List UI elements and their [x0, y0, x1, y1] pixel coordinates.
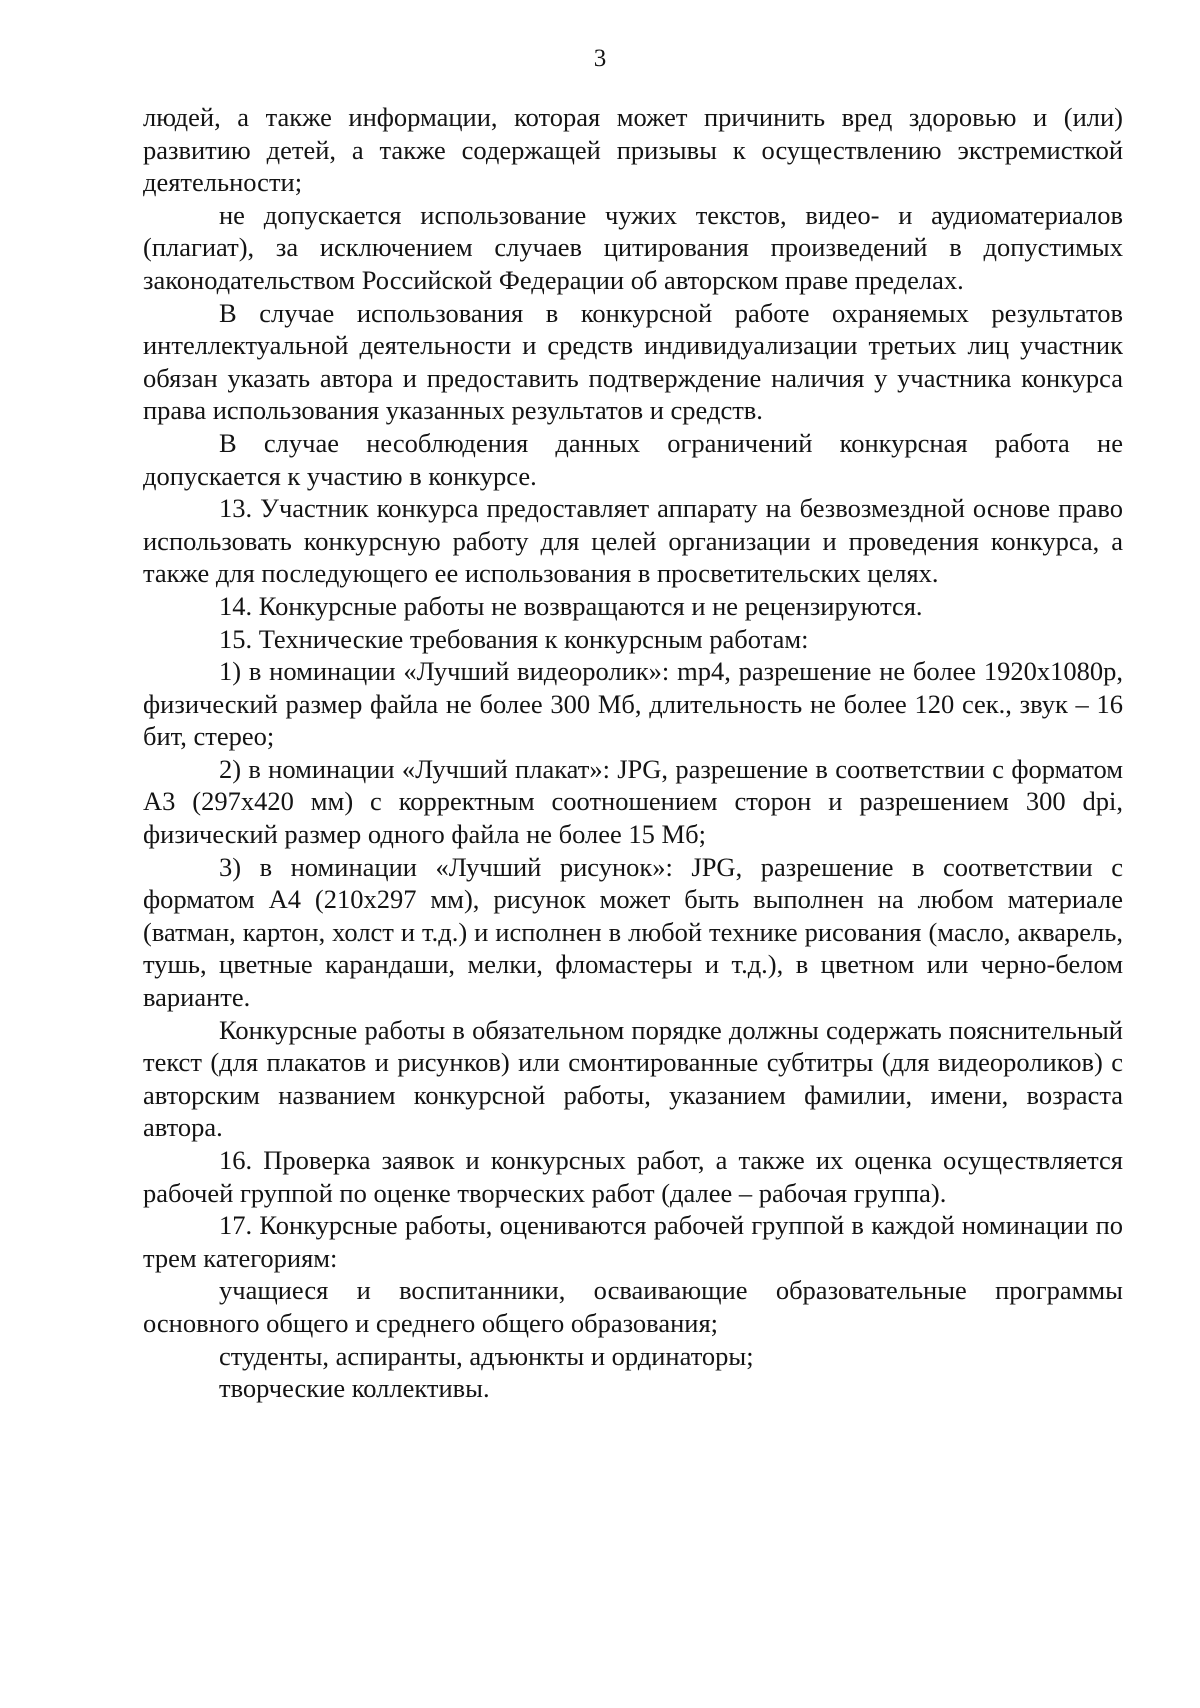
paragraph-category-pupils: учащиеся и воспитанники, осваивающие образовательные программы основного общего и среднего общего образования;: [143, 1275, 1123, 1338]
page-number: 3: [593, 45, 607, 72]
paragraph-item-13: 13. Участник конкурса предоставляет аппарату на безвозмездной основе право использовать конкурсную работу для целей организации и проведения конкурса, а также для последующего ее использования в просветительских целях.: [143, 493, 1123, 589]
paragraph-continuation: людей, а также информации, которая может причинить вред здоровью и (или) развитию детей, а также содержащей призывы к осуществлению экстремисткой деятельности;: [143, 102, 1123, 198]
paragraph-category-students: студенты, аспиранты, адъюнкты и ординаторы;: [219, 1340, 754, 1371]
document-body: [143, 101, 1123, 1405]
paragraph-item-14: 14. Конкурсные работы не возвращаются и не рецензируются.: [219, 590, 923, 621]
paragraph-category-collectives: творческие коллективы.: [219, 1373, 490, 1404]
paragraph-plagiarism: не допускается использование чужих текстов, видео- и аудиоматериалов (плагиат), за исключением случаев цитирования произведений в допустимых законодательством Российской Федерации об авторском праве пределах.: [143, 199, 1123, 295]
paragraph-item-15-2-poster: 2) в номинации «Лучший плакат»: JPG, разрешение в соответствии с форматом А3 (297x420 мм) с корректным соотношением сторон и разрешением 300 dpi, физический размер одного файла не более 15 Мб;: [143, 753, 1123, 850]
paragraph-item-15-1-video: 1) в номинации «Лучший видеоролик»: mp4, разрешение не более 1920x1080p, физический размер файла не более 300 Мб, длительность не более 120 сек., звук – 16 бит, стерео;: [143, 656, 1123, 752]
paragraph-item-17: 17. Конкурсные работы, оцениваются рабочей группой в каждой номинации по трем категориям:: [143, 1210, 1123, 1273]
paragraph-item-15-3-drawing: 3) в номинации «Лучший рисунок»: JPG, разрешение в соответствии с форматом А4 (210x297 мм), рисунок может быть выполнен на любом материале (ватман, картон, холст и т.д.) и исполнен в любой технике рисования (масло, акварель, тушь, цветные карандаши, мелки, фломастеры и т.д.), в цветном или черно-белом варианте.: [143, 851, 1123, 1013]
paragraph-item-16: 16. Проверка заявок и конкурсных работ, а также их оценка осуществляется рабочей группой по оценке творческих работ (далее – рабочая группа).: [143, 1145, 1123, 1208]
paragraph-restrictions: В случае несоблюдения данных ограничений конкурсная работа не допускается к участию в конкурсе.: [143, 427, 1123, 491]
paragraph-explanatory-text: Конкурсные работы в обязательном порядке должны содержать пояснительный текст (для плакатов и рисунков) или смонтированные субтитры (для видеороликов) с авторским названием конкурсной работы, указанием фамилии, имени, возраста автора.: [143, 1014, 1123, 1143]
paragraph-intellectual-property: В случае использования в конкурсной работе охраняемых результатов интеллектуальной деятельности и средств индивидуализации третьих лиц участник обязан указать автора и предоставить подтверждение наличия у участника конкурса права использования указанных результатов и средств.: [143, 297, 1123, 426]
paragraph-item-15: 15. Технические требования к конкурсным работам:: [219, 623, 809, 654]
